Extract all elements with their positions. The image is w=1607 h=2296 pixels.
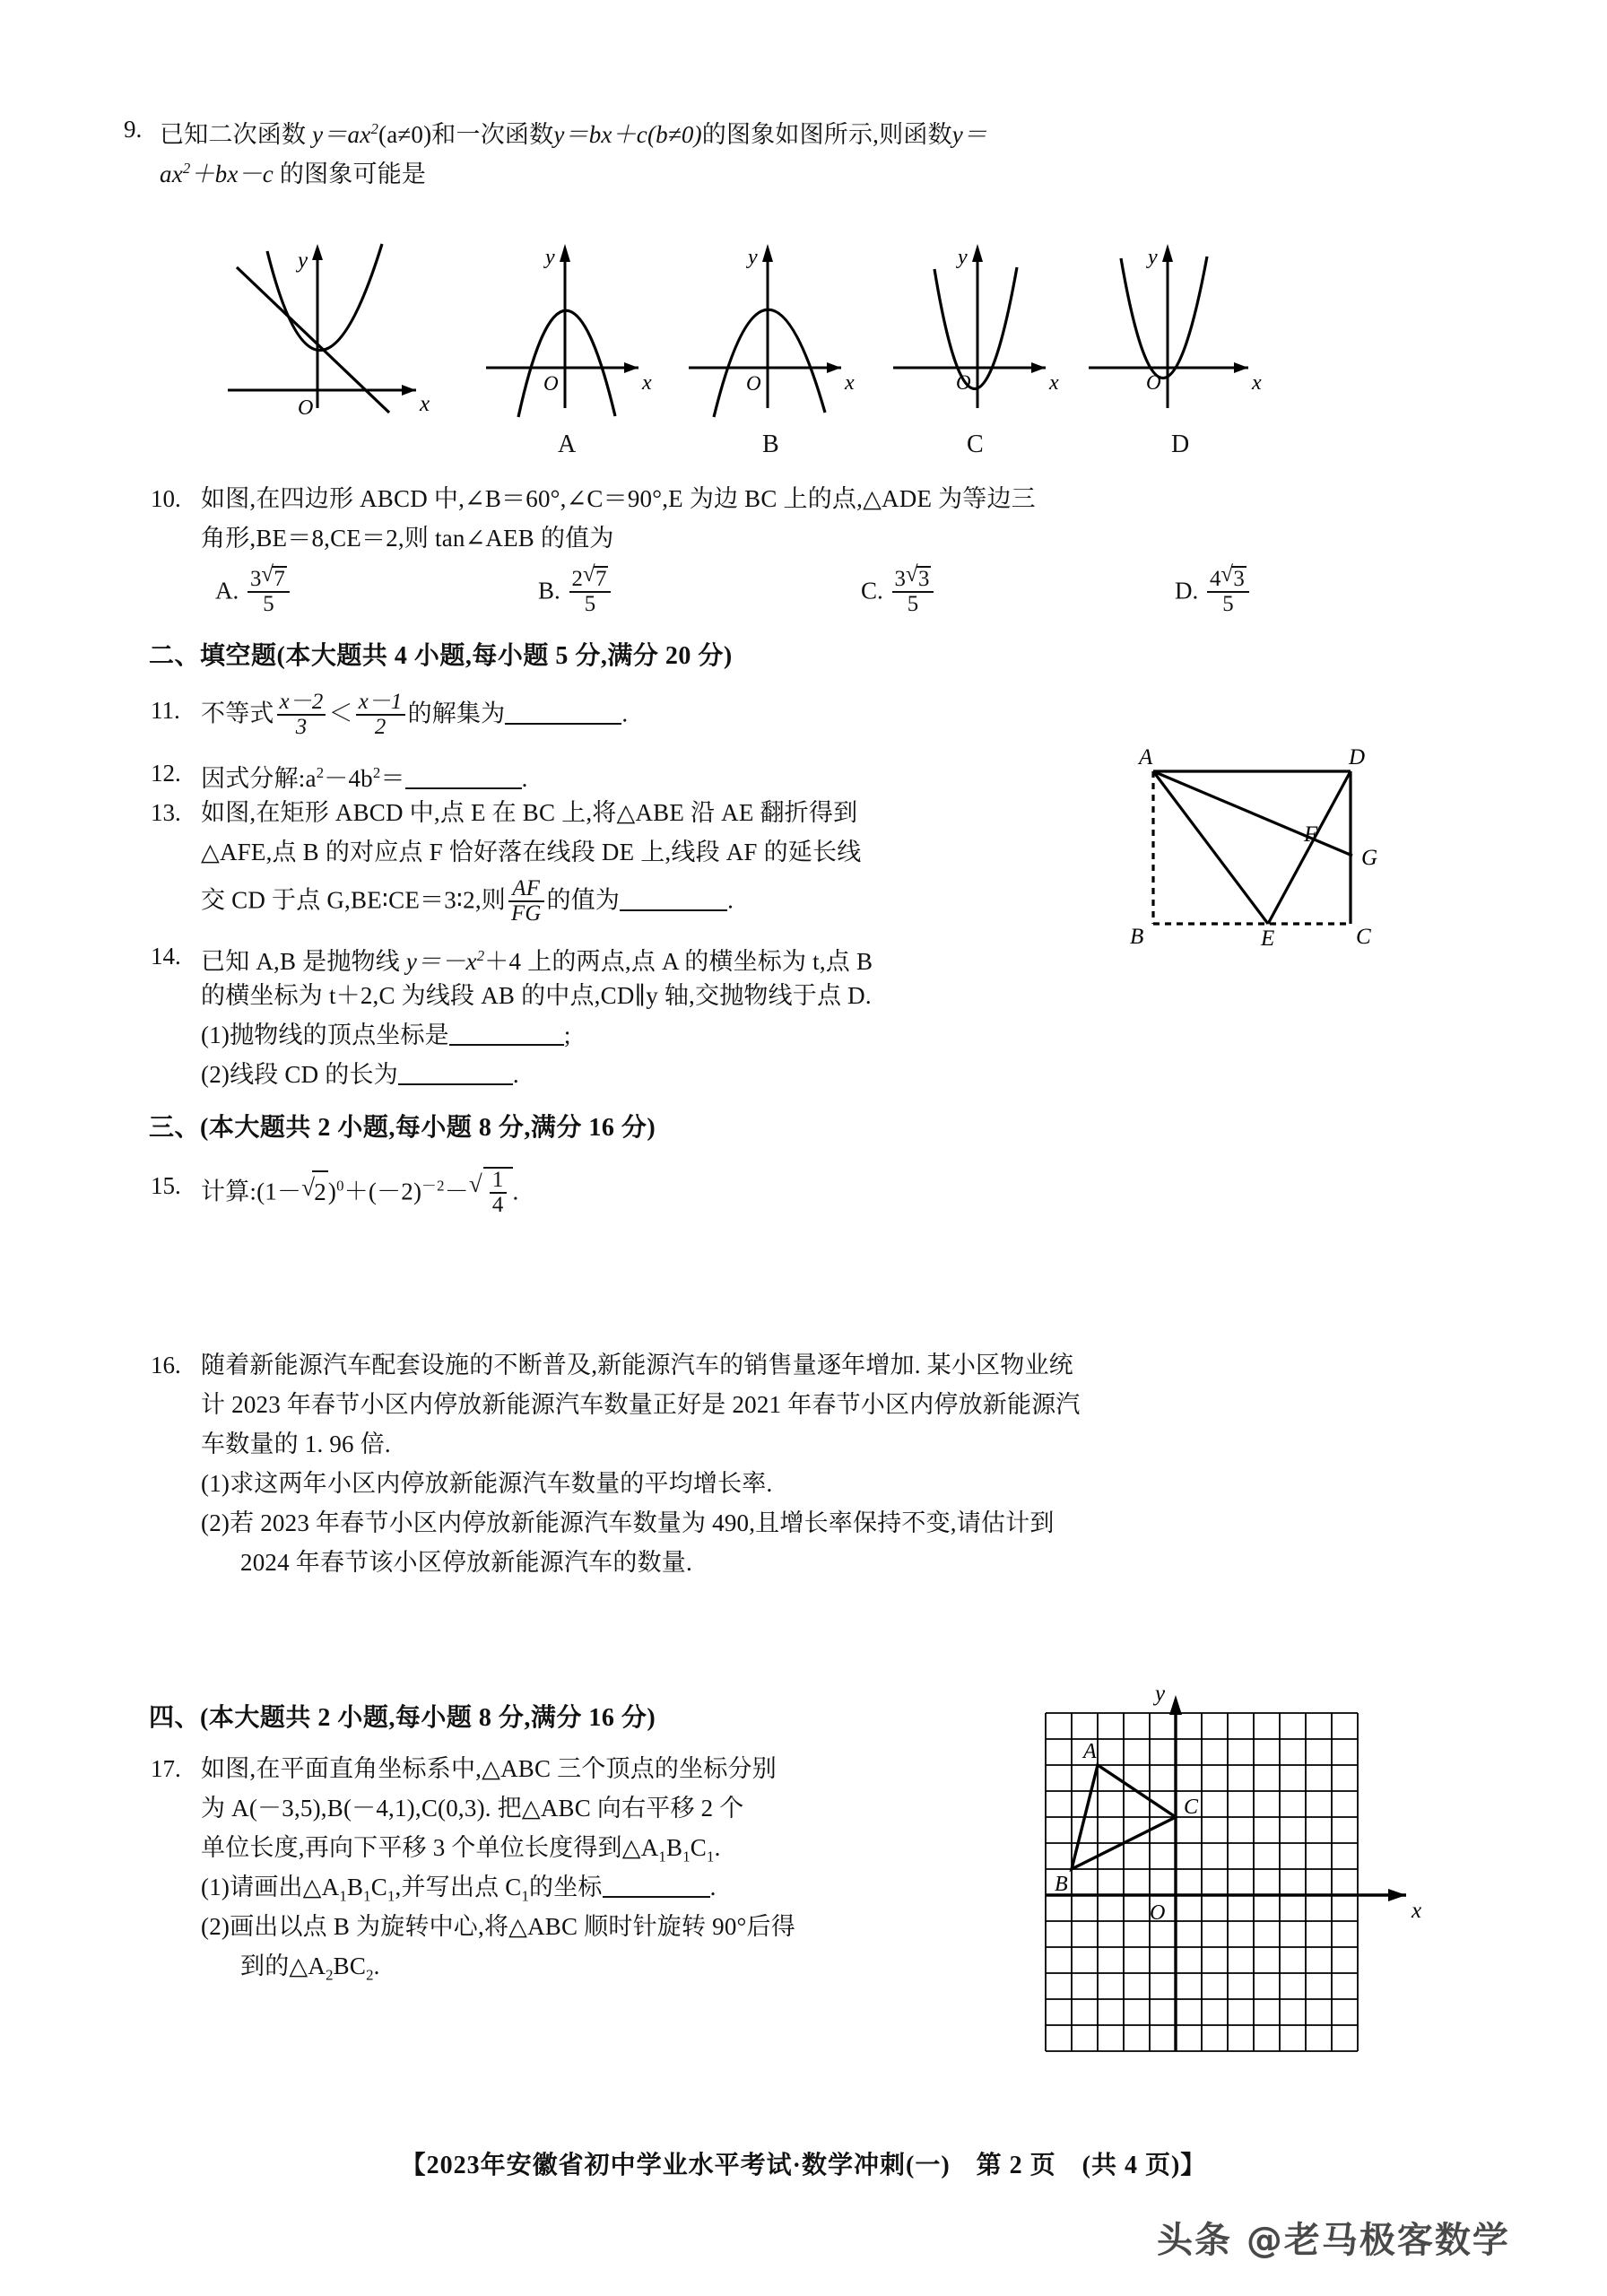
section-2-heading: 二、填空题(本大题共 4 小题,每小题 5 分,满分 20 分)	[149, 642, 733, 670]
q15-exponent-zero: 0	[336, 1177, 344, 1195]
q13-fraction: $\frac{AF}{FG}$	[508, 877, 544, 926]
q11-text-a: 不等式	[201, 700, 274, 727]
q14-text-a: 已知 A,B 是抛物线	[201, 948, 400, 975]
q17-s1-d: ,并写出点 C	[395, 1874, 522, 1900]
q17-l3-b: B	[666, 1834, 683, 1861]
q10-choice-d-value: $\frac{4 √ 3}{5}$	[1207, 565, 1249, 617]
q9b-origin-label: O	[746, 372, 761, 395]
q10-choice-c-value: $\frac{3 √ 3}{5}$	[892, 565, 934, 617]
question-14-line-1	[201, 936, 1268, 981]
q11-period: .	[621, 700, 629, 727]
question-11-body	[201, 691, 1098, 740]
q13-label-F: F	[1304, 822, 1318, 847]
q17-s1-sub1: 1	[339, 1887, 347, 1905]
q11-operator: ＜	[328, 700, 353, 727]
q9-option-c-figure	[886, 224, 1065, 426]
question-16-sub-3: 2024 年春节该小区停放新能源汽车的数量.	[240, 1549, 692, 1576]
q17-s2-sub1: 2	[326, 1966, 334, 1984]
question-13-line-1: 如图,在矩形 ABCD 中,点 E 在 BC 上,将△ABE 沿 AE 翻折得到	[201, 799, 858, 826]
q9-option-d-label[interactable]: D	[1171, 430, 1190, 458]
q13-text-a: 交 CD 于点 G,BE∶CE＝3∶2,则	[201, 886, 507, 914]
q9-text-g: 的图象可能是	[279, 161, 427, 187]
q10-choice-b-letter: B.	[538, 577, 560, 604]
q15-radical-fraction	[469, 1166, 513, 1218]
q15-period: .	[512, 1178, 519, 1205]
question-9-line-2	[160, 149, 1487, 194]
q17-answer-blank[interactable]	[603, 1896, 710, 1898]
question-17-line-1: 如图,在平面直角坐标系中,△ABC 三个顶点的坐标分别	[201, 1755, 777, 1782]
q17-s1-sub3: 1	[387, 1887, 395, 1905]
q17-label-B: B	[1055, 1873, 1068, 1896]
q13-label-C: C	[1356, 925, 1371, 949]
q11-answer-blank[interactable]	[505, 723, 621, 725]
q17-s2-sub2: 2	[366, 1966, 374, 1984]
question-10-number: 10.	[151, 485, 181, 512]
q14-sub1-text: (1)抛物线的顶点坐标是	[201, 1022, 449, 1048]
q17-s1-f: .	[709, 1874, 717, 1900]
question-15-body	[201, 1166, 1008, 1218]
q17-s2-d: .	[373, 1952, 380, 1979]
q17-s2-c: BC	[333, 1952, 367, 1979]
q17-l3-sub2: 1	[682, 1848, 691, 1866]
q9-option-a-figure	[479, 224, 658, 426]
question-17-number: 17.	[151, 1755, 181, 1782]
question-17-line-2: 为 A(－3,5),B(－4,1),C(0,3). 把△ABC 向右平移 2 个	[201, 1795, 744, 1822]
question-13-line-3	[201, 877, 1107, 926]
q15-text-b: )	[327, 1178, 337, 1205]
q15-text-c: ＋(－2)	[343, 1178, 422, 1205]
q12-sup-2: 2	[372, 764, 381, 781]
q15-exponent-neg2: －2	[421, 1177, 445, 1195]
q17-s1-c: C	[370, 1874, 387, 1900]
question-14-number: 14.	[151, 943, 181, 970]
q9d-y-label: y	[1148, 246, 1158, 269]
q9a-x-label: x	[642, 371, 652, 395]
q14-text-c: ＋4 上的两点,点 A 的横坐标为 t,点 B	[484, 948, 873, 975]
q10-choice-b-value: $\frac{2 √ 7}{5}$	[569, 565, 612, 617]
q15-fraction: √ $\frac{1}{4}$	[490, 1169, 507, 1218]
question-11-number: 11.	[151, 697, 180, 724]
q9-expr-2: y＝bx＋c(b≠0)	[553, 121, 702, 148]
q14-sub2-text: (2)线段 CD 的长为	[201, 1061, 398, 1088]
question-16-sub-2: (2)若 2023 年春节小区内停放新能源汽车数量为 490,且增长率保持不变,请估计到	[201, 1509, 1055, 1536]
q17-label-C: C	[1184, 1796, 1199, 1819]
q13-text-b: 的值为	[546, 886, 621, 914]
q10-choice-d-letter: D.	[1175, 577, 1199, 604]
q13-answer-blank[interactable]	[620, 909, 727, 911]
question-10-line-1: 如图,在四边形 ABCD 中,∠B＝60°,∠C＝90°,E 为边 BC 上的点,△ADE 为等边三	[201, 485, 1036, 512]
q9-text-f: y＝	[951, 121, 988, 148]
q17-s1-e: 的坐标	[529, 1874, 603, 1900]
q9a-origin-label: O	[543, 372, 559, 395]
q10-choice-a-letter: A.	[215, 577, 239, 604]
q14-sub2-blank[interactable]	[398, 1083, 513, 1085]
question-15-number: 15.	[151, 1172, 181, 1199]
question-17-sub-2: (2)画出以点 B 为旋转中心,将△ABC 顺时针旋转 90°后得	[201, 1913, 795, 1940]
q17-l3-sub1: 1	[658, 1848, 666, 1866]
q10-choice-a[interactable]	[215, 565, 292, 617]
page-footer: 【2023年安徽省初中学业水平考试·数学冲刺(一) 第 2 页 (共 4 页)】	[400, 2152, 1207, 2179]
q14-expr: $y=-x^2$	[405, 947, 485, 975]
q11-fraction-left: $\frac{x-2}{3}$	[277, 691, 326, 740]
q9-text-a: 已知二次函数	[160, 121, 307, 148]
q10-choice-c-letter: C.	[861, 577, 883, 604]
question-9-number: 9.	[124, 116, 143, 143]
question-14-line-2: 的横坐标为 t＋2,C 为线段 AB 的中点,CD∥y 轴,交抛物线于点 D.	[201, 982, 872, 1009]
q13-label-A: A	[1139, 745, 1153, 770]
q12-text-a: 因式分解:a	[201, 765, 317, 792]
q10-choice-c[interactable]	[861, 565, 936, 617]
section-4-heading: 四、(本大题共 2 小题,每小题 8 分,满分 16 分)	[149, 1704, 656, 1732]
section-3-heading: 三、(本大题共 2 小题,每小题 8 分,满分 16 分)	[149, 1114, 656, 1142]
q17-l3-sub3: 1	[707, 1848, 715, 1866]
q17-coordinate-grid-figure	[1029, 1683, 1496, 2068]
q17-l3-c: C	[690, 1834, 708, 1861]
q13-period: .	[727, 886, 734, 914]
q10-choice-b[interactable]	[538, 565, 613, 617]
q14-sub2-end: .	[512, 1061, 519, 1088]
q11-fraction-right: $\frac{x-1}{2}$	[356, 691, 405, 740]
q9-option-c-label[interactable]: C	[967, 430, 984, 458]
q12-period: .	[521, 765, 528, 792]
q9c-origin-label: O	[956, 371, 971, 394]
q9-option-b-figure	[682, 224, 861, 426]
question-16-line-2: 计 2023 年春节小区内停放新能源汽车数量正好是 2021 年春节小区内停放新能源汽	[201, 1391, 1081, 1418]
watermark: 头条 @老马极客数学	[1157, 2220, 1510, 2261]
q9d-origin-label: O	[1146, 371, 1161, 394]
q17-s1-b: B	[346, 1874, 364, 1900]
question-16-sub-1: (1)求这两年小区内停放新能源汽车数量的平均增长率.	[201, 1470, 773, 1497]
question-12-number: 12.	[151, 760, 181, 787]
question-14-sub-1	[201, 1015, 1268, 1055]
q13-figure	[1117, 744, 1440, 951]
q9d-x-label: x	[1252, 371, 1262, 395]
q9c-x-label: x	[1049, 371, 1059, 395]
q17-l3-a: 单位长度,再向下平移 3 个单位长度得到△A	[201, 1834, 659, 1861]
q17-s1-sub4: 1	[521, 1887, 530, 1905]
q17-y-axis-label: y	[1155, 1683, 1166, 1706]
q9a-y-label: y	[545, 246, 555, 269]
q17-x-axis-label: x	[1412, 1899, 1422, 1923]
q9-expr-3: $ax^2+bx-c$	[160, 160, 274, 187]
q10-choice-d[interactable]	[1175, 565, 1252, 617]
q14-sub1-end: ;	[563, 1022, 571, 1048]
q9-expr-1: $y=ax^2$	[312, 120, 379, 148]
q9-option-a-label[interactable]: A	[558, 430, 577, 458]
q9-text-c: (a≠0)和一次函数	[378, 121, 554, 148]
q17-origin-label: O	[1150, 1901, 1166, 1925]
q9-origin-label: O	[298, 396, 314, 420]
q12-text-c: ＝	[380, 765, 405, 792]
question-14-sub-2	[201, 1055, 1268, 1094]
q11-text-b: 的解集为	[407, 700, 506, 727]
q9-stem-figure	[212, 224, 445, 430]
q17-label-A: A	[1083, 1740, 1097, 1763]
q12-answer-blank[interactable]	[405, 787, 522, 789]
question-17-sub-2-cont	[240, 1946, 1083, 1995]
q15-text-a: 计算:(1－	[201, 1178, 302, 1205]
q9-option-b-label[interactable]: B	[762, 430, 779, 458]
q9-option-d-figure	[1085, 224, 1273, 426]
q9b-x-label: x	[845, 371, 855, 395]
q14-sub1-blank[interactable]	[449, 1044, 564, 1046]
question-16-line-1: 随着新能源汽车配套设施的不断普及,新能源汽车的销售量逐年增加. 某小区物业统	[201, 1352, 1073, 1378]
question-12-body	[201, 753, 1098, 798]
q9-text-e: 的图象如图所示,则函数	[701, 121, 952, 148]
question-13-line-2: △AFE,点 B 的对应点 F 恰好落在线段 DE 上,线段 AF 的延长线	[201, 839, 862, 865]
q12-text-b: －4b	[324, 765, 373, 792]
q13-label-E: E	[1261, 926, 1275, 951]
q15-text-d: －	[444, 1178, 469, 1205]
q13-label-G: G	[1361, 846, 1378, 870]
question-16-number: 16.	[151, 1352, 181, 1378]
question-10-line-2: 角形,BE＝8,CE＝2,则 tan∠AEB 的值为	[201, 525, 614, 552]
q9b-y-label: y	[748, 246, 758, 269]
q13-label-B: B	[1130, 925, 1144, 949]
q12-sup-1: 2	[316, 764, 325, 781]
q9c-y-label: y	[958, 246, 968, 269]
q13-label-D: D	[1349, 745, 1366, 770]
q9-x-axis-label: x	[420, 392, 430, 416]
q17-l3-d: .	[714, 1834, 721, 1861]
q9-y-axis-label: y	[298, 248, 308, 273]
question-16-line-3: 车数量的 1. 96 倍.	[201, 1431, 391, 1457]
question-13-number: 13.	[151, 799, 181, 826]
question-9-line-1	[160, 109, 1487, 154]
q17-s1-a: (1)请画出△A	[201, 1874, 340, 1900]
q17-s1-sub2: 1	[363, 1887, 371, 1905]
q15-radical-2: √ 2	[301, 1170, 328, 1212]
q17-s2-b: 到的△A	[240, 1952, 326, 1979]
q10-choice-a-value: $\frac{3 √ 7}{5}$	[248, 565, 290, 617]
